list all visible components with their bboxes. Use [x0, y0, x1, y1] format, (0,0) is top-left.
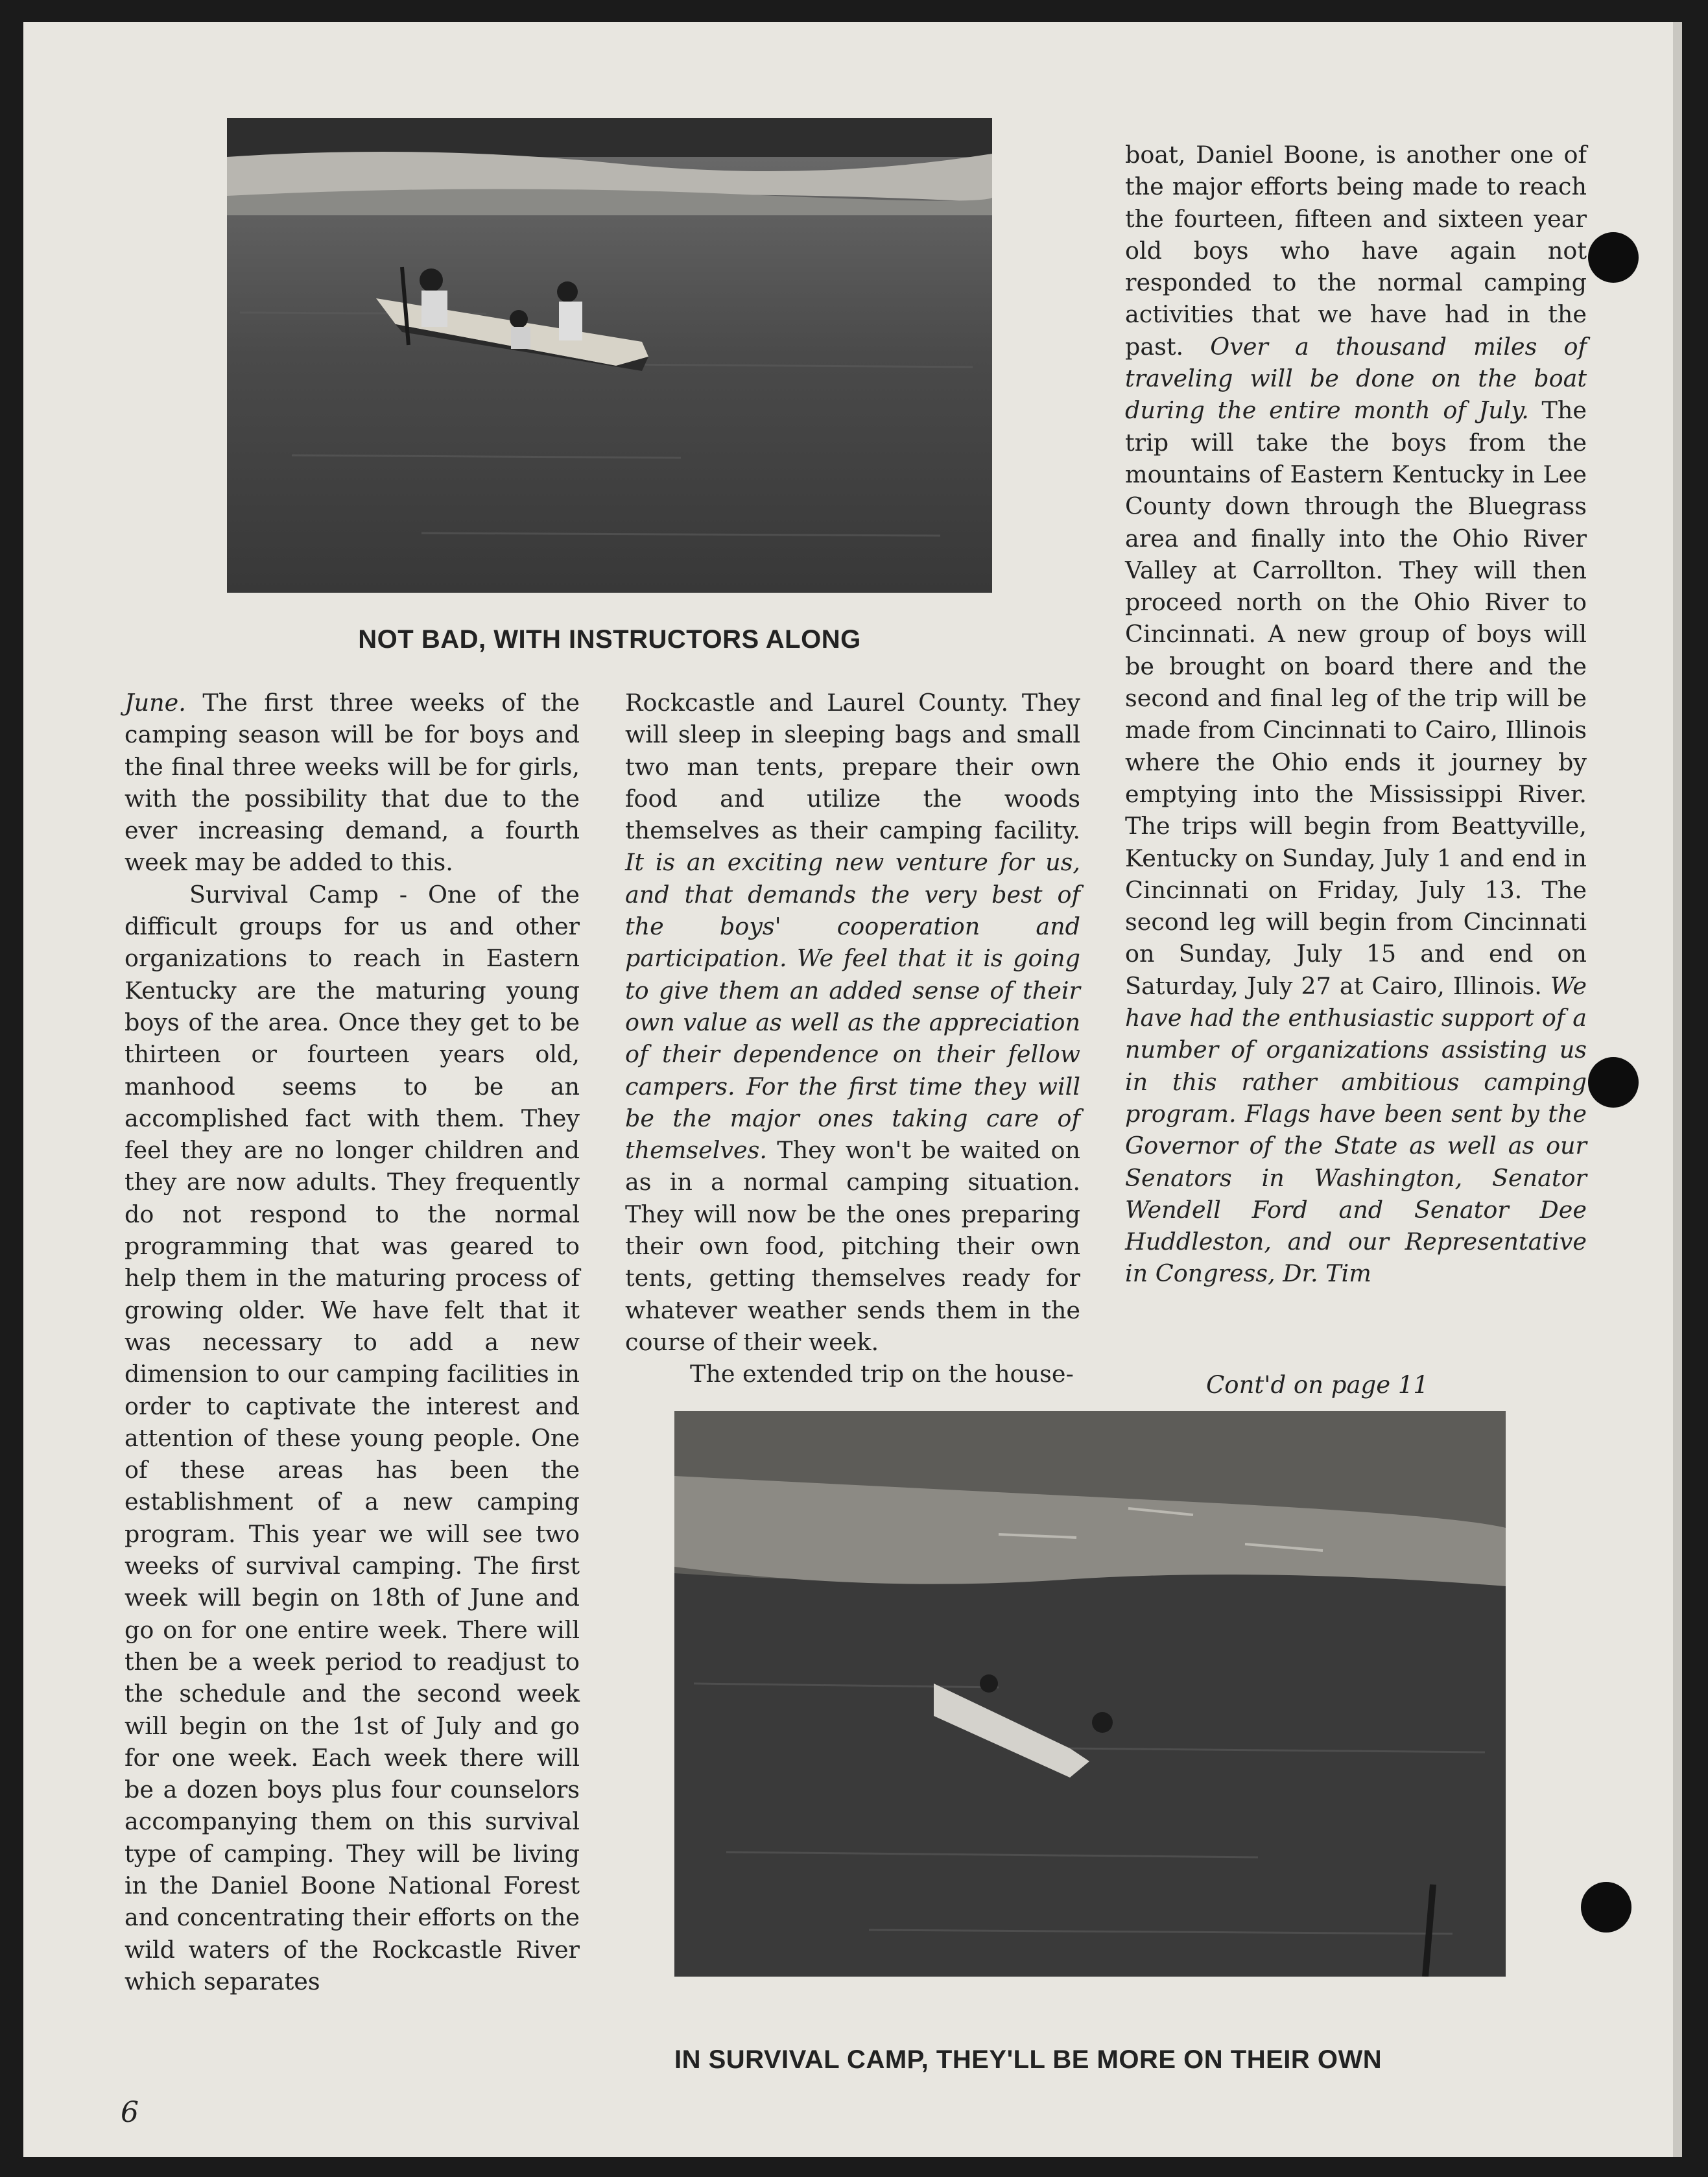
page-edge	[1673, 22, 1682, 2157]
continued-note: Cont'd on page 11	[1206, 1371, 1429, 1399]
article-column-3	[1125, 139, 1587, 1290]
paragraph: The extended trip on the house-	[690, 1360, 1074, 1388]
paragraph: June. The first three weeks of the camping season will be for boys and the final three weeks will be for girls, with the possibility that due to the ever increasing demand, a fourth week may be added to this.	[125, 689, 580, 877]
paragraph: Rockcastle and Laurel County. They will sleep in sleeping bags and small two man tents, prepare their own food and utilize the woods themselves as their camping facility. It is an exciting new venture for us, and that demands the very best of the boys' cooperation and participation. We feel that it is going to give them an added sense of their own value as well as the appreciation of their dependence on their fellow campers. For the first time they will be the major ones taking care of themselves. They won't be waited on as in a normal camping situation. They will now be the ones preparing their own food, pitching their own tents, getting themselves ready for whatever weather sends them in the course of their week.	[625, 689, 1080, 1356]
top-photo-caption: NOT BAD, WITH INSTRUCTORS ALONG	[358, 625, 861, 654]
paragraph: Survival Camp - One of the difficult groups for us and other organizations to reach in Eastern Kentucky are the maturing young boys of the area. Once they get to be thirteen or fourteen years old, manhood seems to be an accomplished fact with them. They feel they are no longer children and they are now adults. They frequently do not respond to the normal programming that was geared to help them in the maturing process of growing older. We have felt that it was necessary to add a new dimension to our camping facilities in order to captivate the interest and attention of these young people. One of these areas has been the establishment of a new camping program. This year we will see two weeks of survival camping. The first week will begin on 18th of June and go on for one entire week. There will then be a week period to readjust to the schedule and the second week will begin on the 1st of July and go for one week. Each week there will be a dozen boys plus four counselors accompanying them on this survival type of camping. They will be living in the Daniel Boone National Forest and concentrating their efforts on the wild waters of the Rockcastle River which separates	[125, 880, 580, 1995]
punch-hole-icon	[1588, 1057, 1639, 1108]
article-column-1	[125, 687, 580, 1997]
survival-photo	[674, 1411, 1506, 1977]
paragraph: boat, Daniel Boone, is another one of the major efforts being made to reach the fourteen, fifteen and sixteen year old boys who have again not responded to the normal camping activities that we have had in the past. Over a thousand miles of traveling will be done on the boat during the entire month of July. The trip will take the boys from the mountains of Eastern Kentucky in Lee County down through the Bluegrass area and finally into the Ohio River Valley at Carrollton. They will then proceed north on the Ohio River to Cincinnati. A new group of boys will be brought on board there and the second and final leg of the trip will be made from Cincinnati to Cairo, Illinois where the Ohio ends it journey by emptying into the Mississippi River. The trips will begin from Beattyville, Kentucky on Sunday, July 1 and end in Cincinnati on Friday, July 13. The second leg will begin from Cincinnati on Sunday, July 15 and end on Saturday, July 27 at Cairo, Illinois. We have had the enthusiastic support of a number of organizations assisting us in this rather ambitious camping program. Flags have been sent by the Governor of the State as well as our Senators in Washington, Senator Wendell Ford and Senator Dee Huddleston, and our Representative in Congress, Dr. Tim	[1125, 141, 1587, 1288]
newsletter-page	[23, 22, 1673, 2157]
river-photo-icon	[674, 1411, 1506, 1977]
page-number: 6	[121, 2096, 139, 2129]
canoe-photo-icon	[227, 118, 992, 593]
canoe-photo	[227, 118, 992, 593]
punch-hole-icon	[1588, 232, 1639, 283]
article-column-2	[625, 687, 1080, 1390]
bottom-photo-caption: IN SURVIVAL CAMP, THEY'LL BE MORE ON THEIR OWN	[674, 2045, 1382, 2074]
punch-hole-icon	[1581, 1882, 1631, 1933]
